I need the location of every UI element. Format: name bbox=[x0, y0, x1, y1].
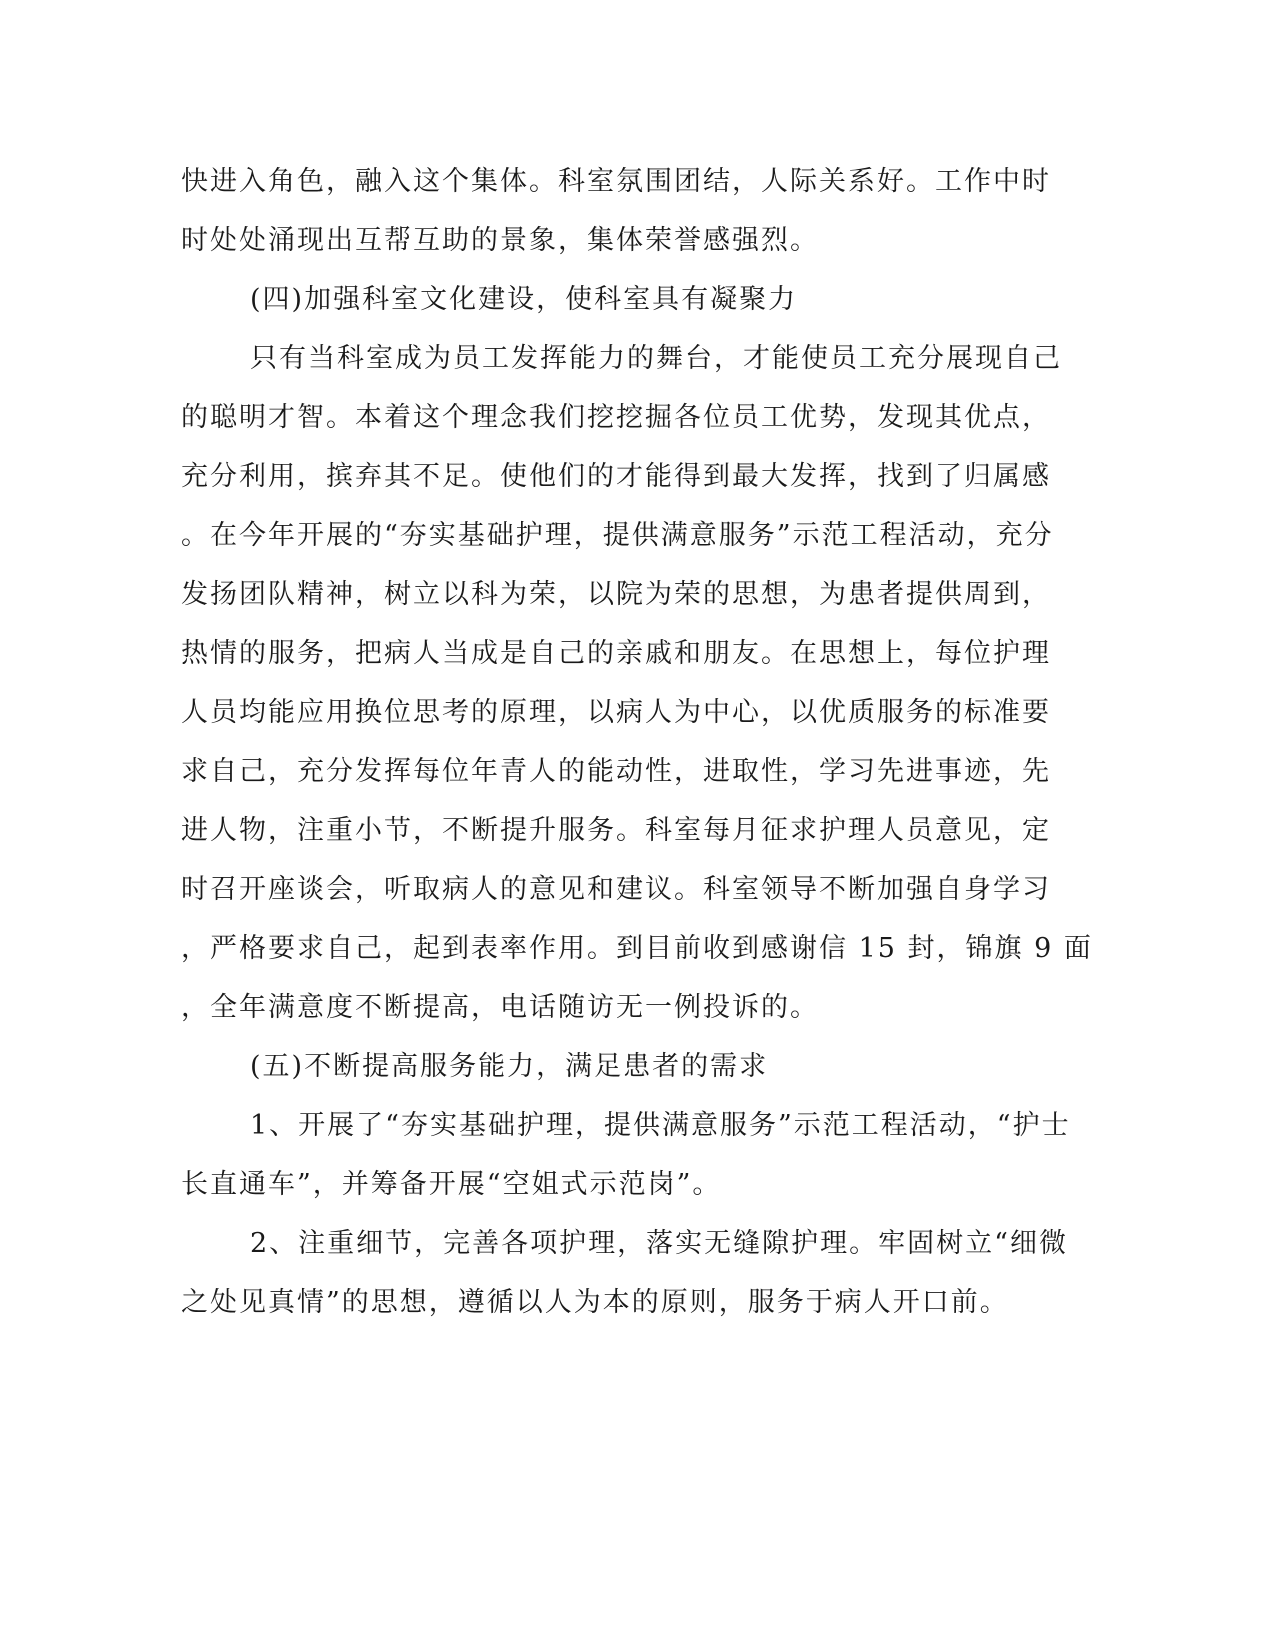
text-line: 只有当科室成为员工发挥能力的舞台，才能使员工充分展现自己 bbox=[250, 343, 1062, 374]
text-line: 的聪明才智。本着这个理念我们挖挖掘各位员工优势，发现其优点， bbox=[181, 402, 1051, 433]
text-line: 时召开座谈会，听取病人的意见和建议。科室领导不断加强自身学习 bbox=[181, 874, 1051, 905]
text-line: 进人物，注重小节，不断提升服务。科室每月征求护理人员意见，定 bbox=[181, 815, 1051, 846]
text-line: ，严格要求自己，起到表率作用。到目前收到感谢信 15 封，锦旗 9 面 bbox=[181, 933, 1093, 964]
list-item-1: 1、开展了“夯实基础护理，提供满意服务”示范工程活动，“护士 bbox=[250, 1110, 1071, 1141]
text-line: ，全年满意度不断提高，电话随访无一例投诉的。 bbox=[181, 992, 819, 1023]
section-heading-5: (五)不断提高服务能力，满足患者的需求 bbox=[250, 1051, 769, 1082]
text-line: 长直通车”，并筹备开展“空姐式示范岗”。 bbox=[181, 1169, 722, 1200]
text-line: 。在今年开展的“夯实基础护理，提供满意服务”示范工程活动，充分 bbox=[181, 520, 1054, 551]
text-line: 充分利用，摈弃其不足。使他们的才能得到最大发挥，找到了归属感 bbox=[181, 461, 1051, 492]
text-line: 发扬团队精神，树立以科为荣，以院为荣的思想，为患者提供周到， bbox=[181, 579, 1051, 610]
text-line: 之处见真情”的思想，遵循以人为本的原则，服务于病人开口前。 bbox=[181, 1287, 1009, 1318]
text-line: 时处处涌现出互帮互助的景象，集体荣誉感强烈。 bbox=[181, 225, 819, 256]
text-line: 人员均能应用换位思考的原理，以病人为中心，以优质服务的标准要 bbox=[181, 697, 1051, 728]
text-line: 求自己，充分发挥每位年青人的能动性，进取性，学习先进事迹，先 bbox=[181, 756, 1051, 787]
text-line: 热情的服务，把病人当成是自己的亲戚和朋友。在思想上，每位护理 bbox=[181, 638, 1051, 669]
list-item-2: 2、注重细节，完善各项护理，落实无缝隙护理。牢固树立“细微 bbox=[250, 1228, 1068, 1259]
section-heading-4: (四)加强科室文化建设，使科室具有凝聚力 bbox=[250, 284, 798, 315]
text-line: 快进入角色，融入这个集体。科室氛围团结，人际关系好。工作中时 bbox=[181, 166, 1051, 197]
